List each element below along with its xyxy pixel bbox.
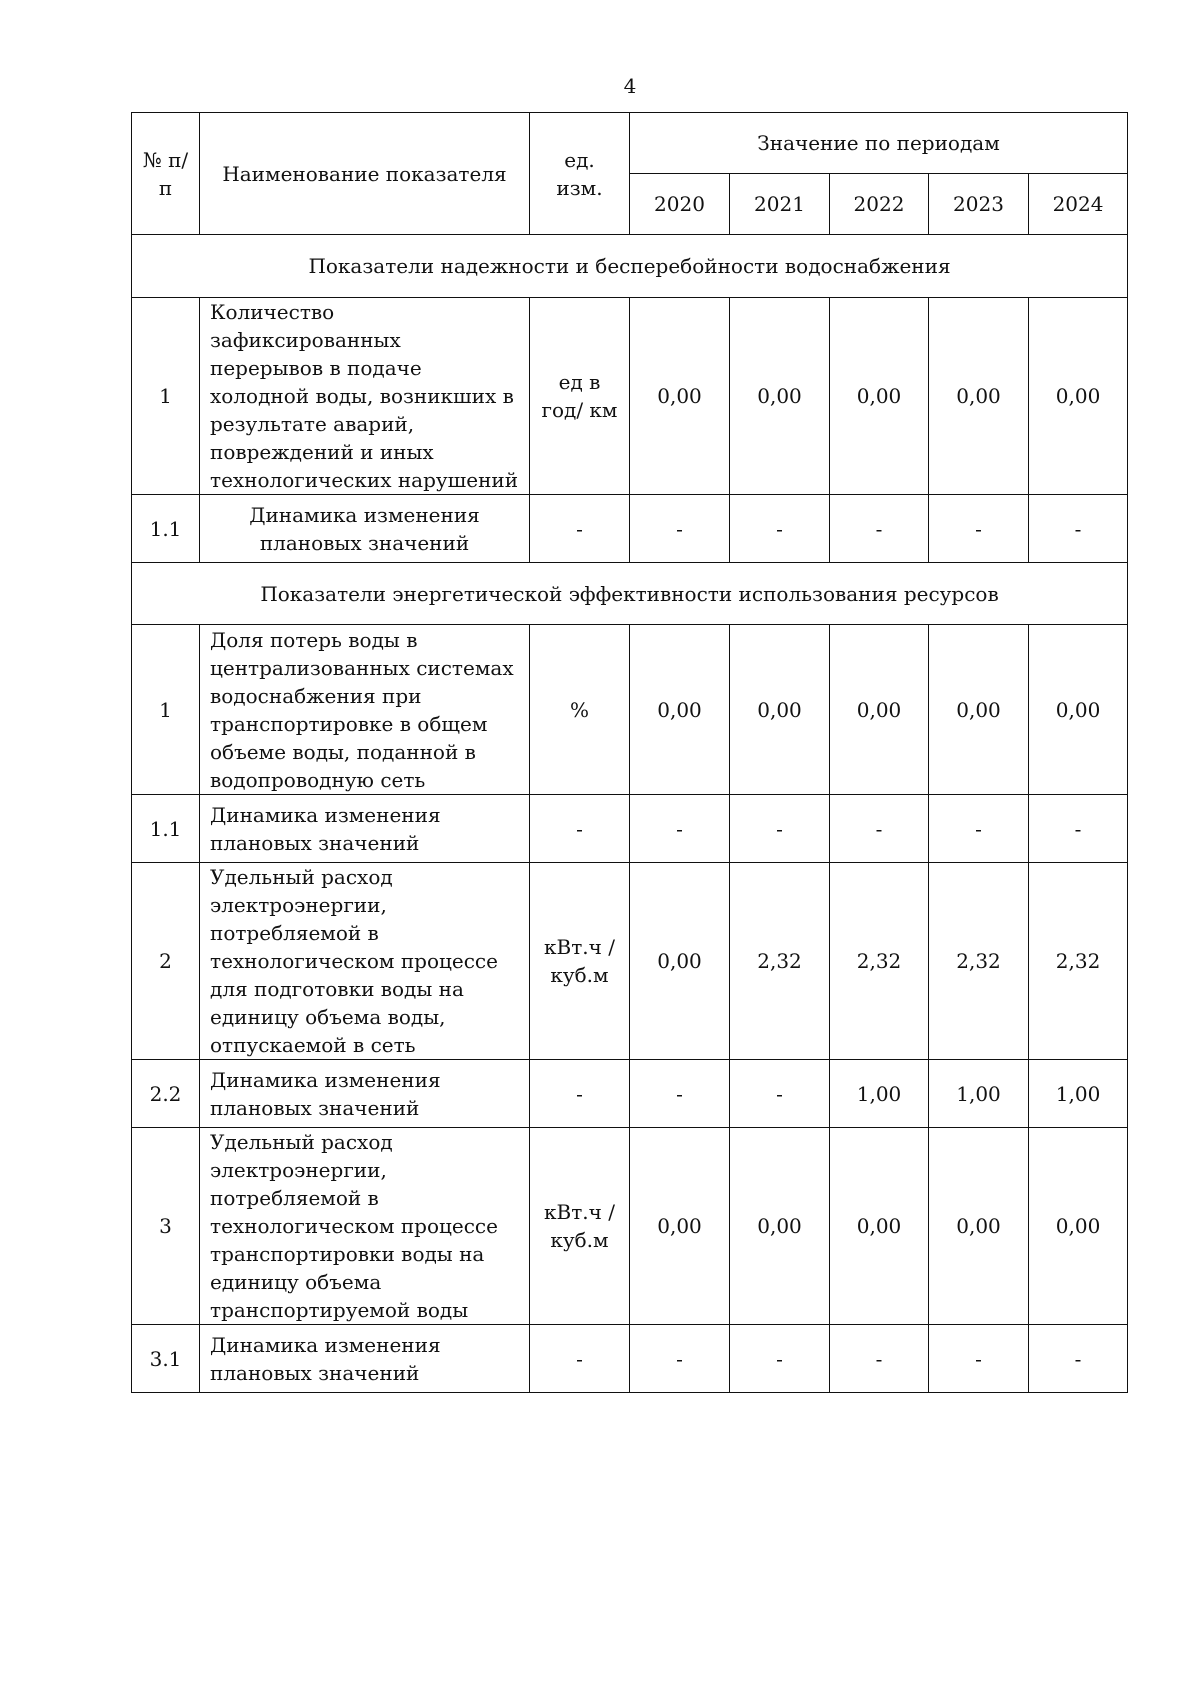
- indicator-name: Динамика изменения плановых значений: [200, 1060, 530, 1128]
- value-cell: 0,00: [730, 298, 830, 495]
- value-cell: 1,00: [1029, 1060, 1128, 1128]
- indicator-name: Удельный расход электроэнергии, потребляемой в технологическом процессе для подготовки воды на единицу объема воды, отпускаемой в сеть: [200, 863, 530, 1060]
- value-cell: 2,32: [929, 863, 1029, 1060]
- indicator-name: Доля потерь воды в централизованных системах водоснабжения при транспортировке в общем объеме воды, поданной в водопроводную сеть: [200, 625, 530, 795]
- row-number: 3: [132, 1128, 200, 1325]
- value-cell: -: [1029, 495, 1128, 563]
- value-cell: 1,00: [830, 1060, 929, 1128]
- value-cell: -: [1029, 795, 1128, 863]
- value-cell: -: [830, 495, 929, 563]
- value-cell: 0,00: [630, 625, 730, 795]
- value-cell: 0,00: [630, 298, 730, 495]
- indicator-name: Удельный расход электроэнергии, потребляемой в технологическом процессе транспортировки воды на единицу объема транспортируемой воды: [200, 1128, 530, 1325]
- table-row: [132, 1325, 1128, 1393]
- header-year: 2020: [630, 174, 730, 235]
- unit: кВт.ч / куб.м: [530, 863, 630, 1060]
- value-cell: 0,00: [929, 298, 1029, 495]
- value-cell: -: [630, 1060, 730, 1128]
- indicator-name: Динамика изменения плановых значений: [200, 495, 530, 563]
- table-row: [132, 863, 1128, 1060]
- table-row: [132, 625, 1128, 795]
- value-cell: 0,00: [1029, 1128, 1128, 1325]
- value-cell: 0,00: [830, 298, 929, 495]
- value-cell: -: [730, 495, 830, 563]
- unit: -: [530, 1325, 630, 1393]
- value-cell: -: [929, 495, 1029, 563]
- table-row: [132, 795, 1128, 863]
- value-cell: 0,00: [1029, 625, 1128, 795]
- row-number: 1.1: [132, 795, 200, 863]
- unit: ед в год/ км: [530, 298, 630, 495]
- row-number: 1: [132, 625, 200, 795]
- header-year: 2024: [1029, 174, 1128, 235]
- value-cell: -: [830, 795, 929, 863]
- table-row: [132, 1060, 1128, 1128]
- indicator-name: Динамика изменения плановых значений: [200, 1325, 530, 1393]
- value-cell: -: [929, 1325, 1029, 1393]
- table-row: [132, 1128, 1128, 1325]
- header-year: 2023: [929, 174, 1029, 235]
- indicators-table: [131, 112, 1128, 1393]
- header-periods: Значение по периодам: [630, 113, 1128, 174]
- section-title: Показатели надежности и бесперебойности водоснабжения: [132, 235, 1128, 298]
- indicator-name: Количество зафиксированных перерывов в подаче холодной воды, возникших в результате аварий, повреждений и иных технологических нарушений: [200, 298, 530, 495]
- value-cell: 1,00: [929, 1060, 1029, 1128]
- row-number: 1.1: [132, 495, 200, 563]
- value-cell: 2,32: [830, 863, 929, 1060]
- value-cell: -: [929, 795, 1029, 863]
- value-cell: 0,00: [630, 863, 730, 1060]
- value-cell: -: [630, 495, 730, 563]
- value-cell: 0,00: [830, 1128, 929, 1325]
- value-cell: -: [630, 795, 730, 863]
- header-year: 2022: [830, 174, 929, 235]
- unit: -: [530, 495, 630, 563]
- row-number: 1: [132, 298, 200, 495]
- table-row: [132, 495, 1128, 563]
- value-cell: 0,00: [830, 625, 929, 795]
- value-cell: -: [730, 1060, 830, 1128]
- page-number: 4: [623, 74, 637, 98]
- row-number: 2: [132, 863, 200, 1060]
- value-cell: -: [730, 1325, 830, 1393]
- value-cell: -: [830, 1325, 929, 1393]
- header-unit: ед. изм.: [530, 113, 630, 235]
- header-year: 2021: [730, 174, 830, 235]
- header-num: № п/п: [132, 113, 200, 235]
- value-cell: 0,00: [630, 1128, 730, 1325]
- value-cell: -: [630, 1325, 730, 1393]
- value-cell: -: [1029, 1325, 1128, 1393]
- value-cell: 0,00: [929, 1128, 1029, 1325]
- value-cell: 2,32: [730, 863, 830, 1060]
- unit: -: [530, 795, 630, 863]
- value-cell: 0,00: [730, 625, 830, 795]
- unit: -: [530, 1060, 630, 1128]
- row-number: 3.1: [132, 1325, 200, 1393]
- table-row: [132, 298, 1128, 495]
- unit: кВт.ч / куб.м: [530, 1128, 630, 1325]
- value-cell: 2,32: [1029, 863, 1128, 1060]
- indicator-name: Динамика изменения плановых значений: [200, 795, 530, 863]
- unit: %: [530, 625, 630, 795]
- value-cell: -: [730, 795, 830, 863]
- row-number: 2.2: [132, 1060, 200, 1128]
- section-title: Показатели энергетической эффективности использования ресурсов: [132, 563, 1128, 625]
- value-cell: 0,00: [1029, 298, 1128, 495]
- value-cell: 0,00: [730, 1128, 830, 1325]
- header-name: Наименование показателя: [200, 113, 530, 235]
- value-cell: 0,00: [929, 625, 1029, 795]
